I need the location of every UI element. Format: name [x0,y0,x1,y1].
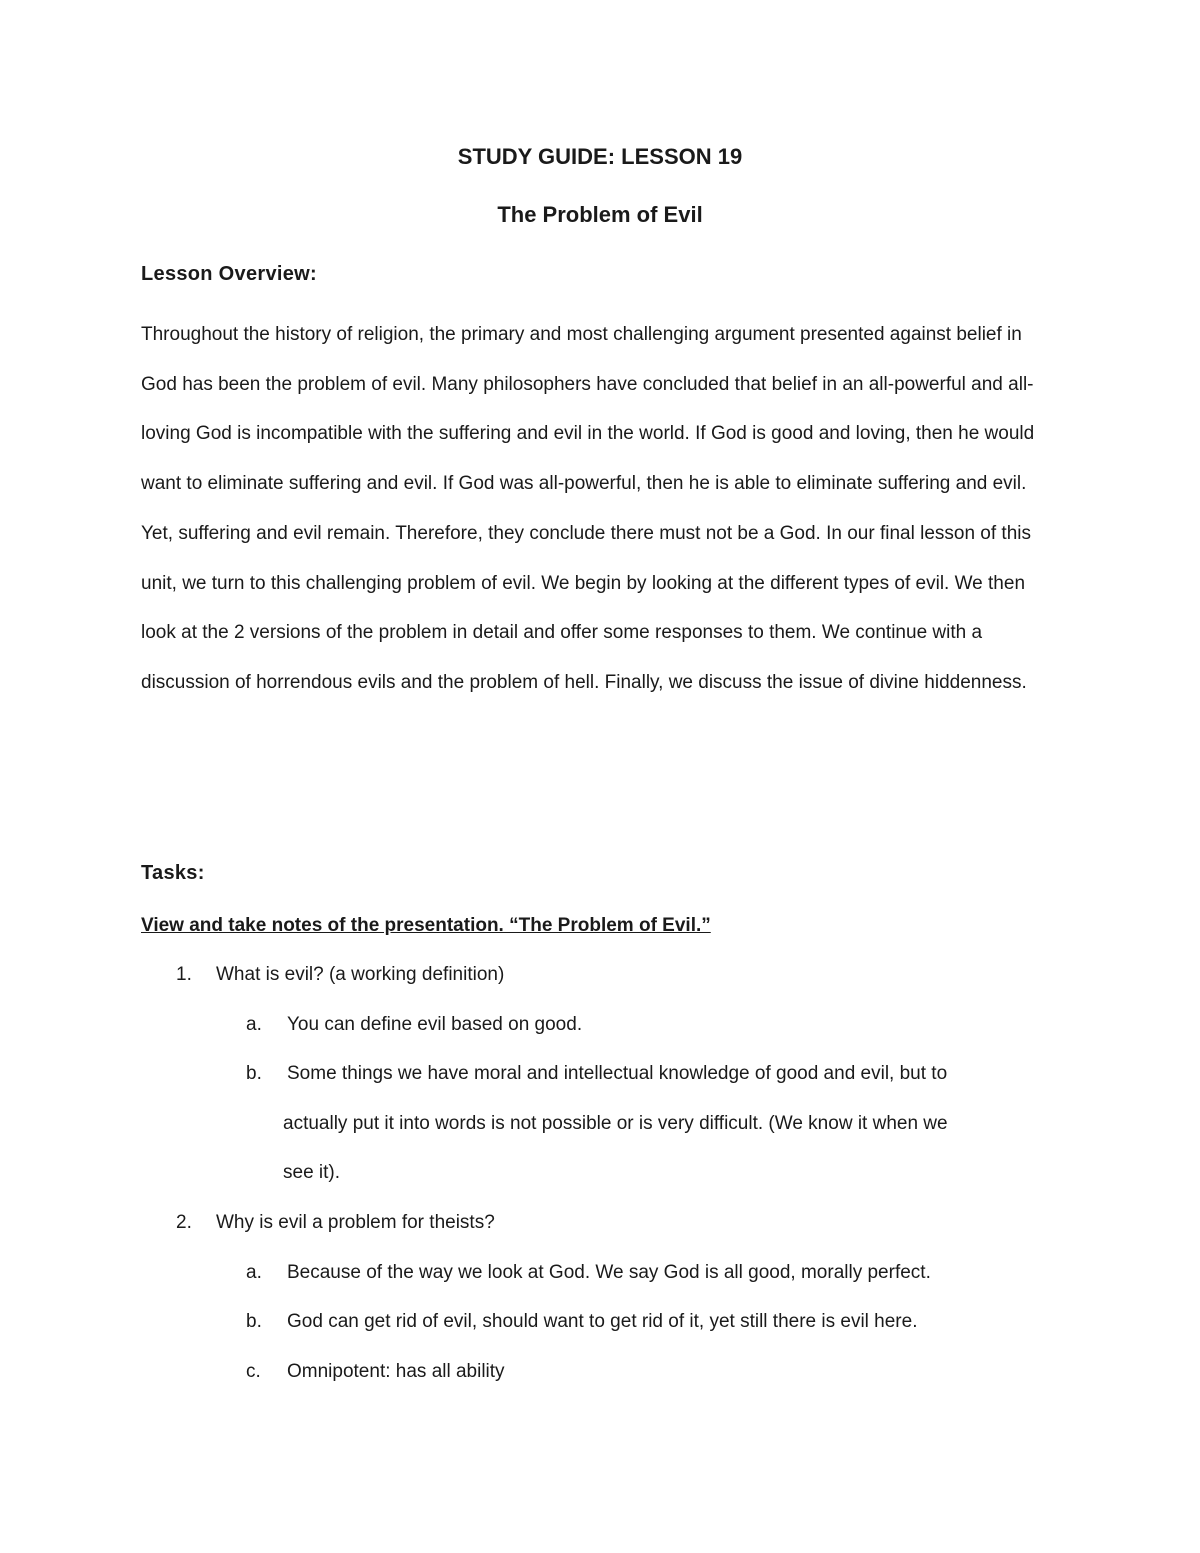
tasks-subheading: View and take notes of the presentation. “The Problem of Evil.” [141,915,711,936]
sub-list-item-text: God can get rid of evil, should want to get rid of it, yet still there is evil here. [287,1311,918,1332]
sub-list-item-marker: b. [246,1311,262,1332]
sub-list-item-text: Omnipotent: has all ability [287,1361,505,1382]
tasks-heading: Tasks: [141,862,205,884]
sub-list-item-marker: c. [246,1361,261,1382]
sub-list-item-text-line-1: Some things we have moral and intellectual knowledge of good and evil, but to [287,1063,948,1084]
sub-list-item-text: You can define evil based on good. [287,1014,583,1035]
sub-list-item-marker: b. [246,1063,262,1084]
sub-list-item-text: Because of the way we look at God. We say God is all good, morally perfect. [287,1262,931,1283]
list-item-marker: 2. [176,1212,192,1233]
sub-list-item-marker: a. [246,1014,262,1035]
sub-list-item-text-line-2: actually put it into words is not possible or is very difficult. (We know it when we [283,1113,948,1134]
sub-list-item-text-line-3: see it). [283,1162,341,1183]
document-subtitle: The Problem of Evil [497,202,703,227]
list-item-text: Why is evil a problem for theists? [216,1212,495,1233]
list-item-text: What is evil? (a working definition) [216,964,505,985]
document-title: STUDY GUIDE: LESSON 19 [457,144,743,169]
list-item-marker: 1. [176,964,192,985]
overview-paragraph: Throughout the history of religion, the primary and most challenging argument presented against belief in God has been the problem of evil. Many philosophers have concluded that belief in an all-powerful and all-loving God is incompatible with the suffering and evil in the world. If God is good and loving, then he would want to eliminate suffering and evil. If God was all-powerful, then he is able to eliminate suffering and evil. Yet, suffering and evil remain. Therefore, they conclude there must not be a God. In our final lesson of this unit, we turn to this challenging problem of evil. We begin by looking at the different types of evil. We then look at the 2 versions of the problem in detail and offer some responses to them. We continue with a discussion of horrendous evils and the problem of hell. Finally, we discuss the issue of divine hiddenness. [141,324,1035,693]
sub-list-item-marker: a. [246,1262,262,1283]
overview-heading: Lesson Overview: [141,263,317,285]
